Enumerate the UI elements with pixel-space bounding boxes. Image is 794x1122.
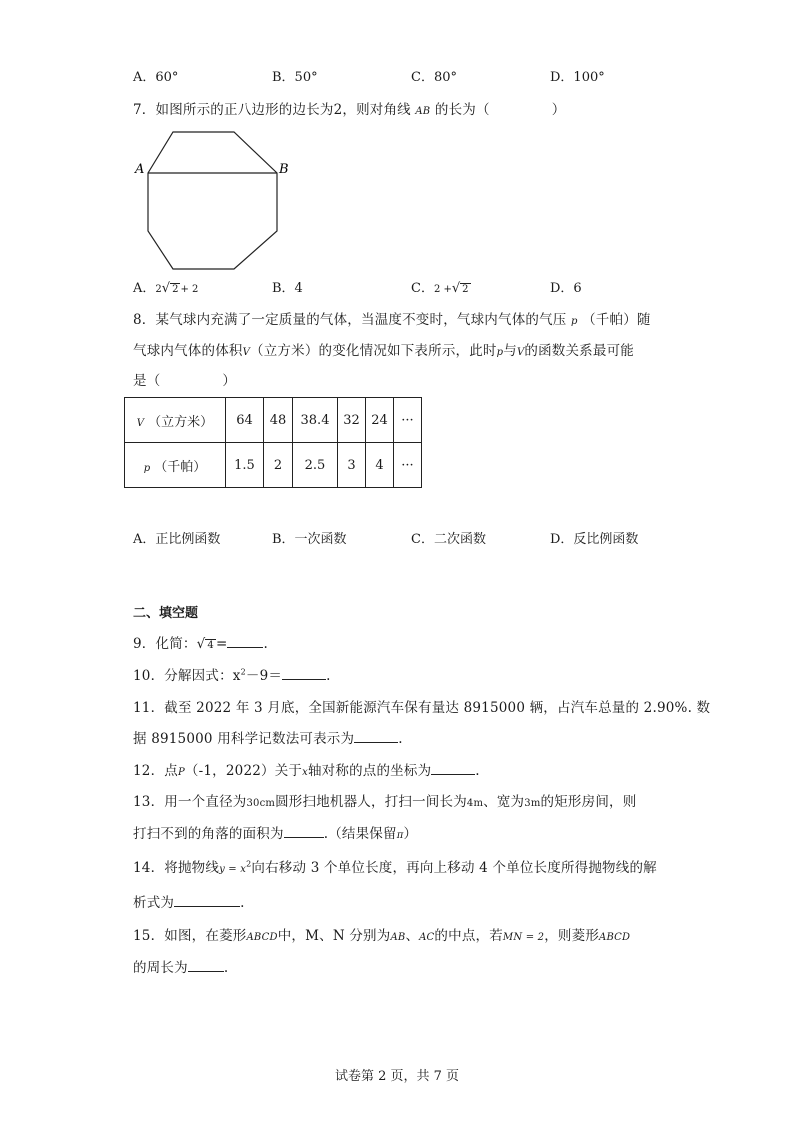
- q13-line-2-b: .（结果保留: [323, 826, 397, 842]
- section-heading: 二、填空题: [133, 606, 199, 621]
- q7-option-c-sqrt: √ 2: [451, 281, 469, 296]
- table-unit-p: （千帕）: [154, 459, 207, 475]
- table-row-p: [125, 443, 422, 488]
- q14-line-2-text: 析式为: [133, 895, 175, 911]
- q14-answer-blank[interactable]: [174, 894, 240, 907]
- table-cell: 2.5: [293, 443, 338, 488]
- octagon-shape: [148, 132, 277, 269]
- q8-option-a: A．正比例函数: [133, 532, 221, 547]
- q14-end: .: [240, 895, 245, 911]
- q12-end: .: [475, 763, 480, 779]
- table-unit-v: （立方米）: [148, 414, 214, 430]
- q8-option-b: B．一次函数: [272, 532, 347, 547]
- q13-pi: π: [396, 830, 404, 841]
- table-cell: 38.4: [293, 398, 338, 443]
- q12-var-x: x: [302, 767, 308, 778]
- q10-post: －9＝: [245, 668, 283, 684]
- q8-var-p-2: p: [496, 347, 504, 358]
- page-footer: 试卷第 2 页，共 7 页: [334, 1069, 460, 1084]
- q12-pre: 12．点: [133, 763, 178, 779]
- q8-line-1-b: （千帕）随: [582, 312, 651, 328]
- q8-data-table: [124, 397, 422, 488]
- q11-line-2: [133, 727, 403, 747]
- table-cell: 4: [366, 443, 394, 488]
- q7-option-c-rad: 2: [462, 284, 469, 295]
- table-cell: 2: [264, 443, 293, 488]
- q15-line-1: [133, 924, 630, 944]
- q12: [133, 759, 480, 779]
- q15-line-1-b: 中，M、N 分别为: [277, 928, 391, 944]
- q12-answer-blank[interactable]: [431, 762, 475, 775]
- q15-sep: 、: [405, 928, 420, 944]
- q15-abcd: ABCD: [246, 932, 278, 943]
- q6-option-a: A．60°: [133, 70, 179, 85]
- q10-end: .: [326, 668, 331, 684]
- q8-option-d: D．反比例函数: [550, 532, 639, 547]
- label-b: B: [279, 162, 289, 177]
- q8-line-3-close: ）: [222, 373, 237, 389]
- q9-pre: 9．化简：: [133, 636, 197, 652]
- q6-option-c: C．80°: [411, 70, 457, 85]
- q14-line-2: [133, 891, 245, 911]
- q13-width: 3m: [524, 798, 541, 809]
- q15-line-1-c: 的中点，若: [434, 928, 503, 944]
- q9-sqrt: √ 4: [196, 636, 214, 652]
- q8-line-2-a: 气球内气体的体积: [133, 343, 243, 359]
- q8-line-3: [133, 369, 236, 389]
- q7-option-c-prefix: C．: [411, 281, 434, 296]
- q8-var-p: p: [571, 316, 578, 327]
- q11-line-1: 11．截至 2022 年 3 月底，全国新能源汽车保有量达 8915000 辆，占汽车总量的 2.90%. 数: [133, 700, 711, 716]
- table-cell: 24: [366, 398, 394, 443]
- q13-answer-blank[interactable]: [284, 825, 324, 838]
- q7-option-a-coef: 2: [155, 284, 162, 295]
- q8-line-3-text: 是（: [133, 373, 161, 389]
- q15-abcd-2: ABCD: [599, 932, 631, 943]
- q15-line-1-d: ，则菱形: [544, 928, 600, 944]
- q8-var-v-2: V: [516, 347, 525, 358]
- table-var-p: p: [143, 462, 151, 474]
- q15-end: .: [223, 960, 229, 976]
- q9-rad: 4: [207, 640, 214, 651]
- q10-sup: 2: [240, 667, 246, 677]
- q8-line-2-b: （立方米）的变化情况如下表所示，此时: [250, 343, 497, 359]
- q7-option-b: B．4: [272, 281, 303, 296]
- q8-line-2: [133, 339, 634, 359]
- label-a: A: [135, 162, 145, 177]
- q6-option-b: B．50°: [272, 70, 318, 85]
- q15-line-1-a: 15．如图，在菱形: [133, 928, 247, 944]
- q13-line-2: [133, 822, 417, 842]
- table-cell: 32: [338, 398, 366, 443]
- q13-diameter: 30cm: [246, 798, 276, 809]
- q7-option-a-rad: 2: [172, 284, 179, 295]
- q7-option-c-pre: 2 +: [433, 284, 452, 295]
- q6-option-d: D．100°: [550, 70, 605, 85]
- q14-line-1-b: 向右移动 3 个单位长度，再向上移动 4 个单位长度所得抛物线的解: [251, 860, 657, 876]
- table-cell: 48: [264, 398, 293, 443]
- q13-line-2-a: 打扫不到的角落的面积为: [133, 826, 284, 842]
- q7-var-ab: AB: [415, 106, 431, 117]
- q11-end: .: [398, 731, 403, 747]
- q12-mid: （-1，2022）关于: [184, 763, 303, 779]
- q7-stem: [133, 98, 565, 118]
- q9: [133, 632, 268, 652]
- table-cell: ···: [394, 398, 422, 443]
- table-cell: ···: [394, 443, 422, 488]
- table-header-p: [125, 443, 226, 488]
- q8-line-1-a: 8．某气球内充满了一定质量的气体，当温度不变时，气球内气体的气压: [133, 312, 567, 328]
- q13-line-1-b: 圆形扫地机器人，打扫一间长为: [275, 794, 467, 810]
- q9-end: .: [263, 636, 268, 652]
- q10-pre: 10．分解因式：x: [133, 668, 241, 684]
- q8-line-1: [133, 308, 651, 328]
- q14-expr: y = x: [219, 864, 247, 875]
- q8-line-2-d: 的函数关系最可能: [524, 343, 634, 359]
- q15-answer-blank[interactable]: [188, 959, 224, 972]
- q13-line-1: [133, 790, 636, 810]
- q11-line-2-text: 据 8915000 用科学记数法可表示为: [133, 731, 355, 747]
- q8-option-c: C．二次函数: [411, 532, 486, 547]
- q14-line-1-a: 14．将抛物线: [133, 860, 220, 876]
- q11-answer-blank[interactable]: [354, 730, 398, 743]
- q8-var-v: V: [242, 347, 251, 358]
- q7-option-d: D．6: [550, 281, 582, 296]
- q13-line-2-c: ）: [403, 826, 418, 842]
- q7-option-c: [411, 277, 471, 296]
- q8-line-2-c: 与: [503, 343, 517, 359]
- table-cell: 1.5: [226, 443, 264, 488]
- q13-length: 4m: [466, 798, 484, 809]
- q7-option-a: [133, 277, 198, 296]
- table-row-v: [125, 398, 422, 443]
- q15-mn: MN = 2: [502, 932, 545, 943]
- table-cell: 3: [338, 443, 366, 488]
- q12-var-p: P: [177, 767, 185, 778]
- q7-option-a-sqrt: √ 2: [161, 281, 179, 296]
- q15-ac: AC: [419, 932, 435, 943]
- q7-stem-text: 7．如图所示的正八边形的边长为2，则对角线: [133, 102, 411, 118]
- q15-line-2-text: 的周长为: [133, 960, 188, 976]
- q9-answer-blank[interactable]: [227, 635, 263, 648]
- q9-equals: =: [215, 636, 228, 652]
- table-header-v: [125, 398, 226, 443]
- q7-option-a-prefix: A．: [133, 281, 156, 296]
- q12-post: 轴对称的点的坐标为: [307, 763, 432, 779]
- q7-stem-tail: 的长为（: [434, 102, 490, 118]
- q13-line-1-c: 、宽为: [483, 794, 525, 810]
- q13-line-1-d: 的矩形房间，则: [540, 794, 637, 810]
- octagon-figure: [130, 125, 300, 270]
- q15-ab: AB: [390, 932, 406, 943]
- q10: [133, 664, 331, 684]
- q13-line-1-a: 13．用一个直径为: [133, 794, 247, 810]
- table-cell: 64: [226, 398, 264, 443]
- q7-option-a-post: + 2: [180, 284, 199, 295]
- q14-line-1: [133, 856, 657, 876]
- q7-close-paren: ）: [551, 102, 566, 118]
- q14-sup: 2: [246, 859, 252, 869]
- q10-answer-blank[interactable]: [282, 667, 326, 680]
- table-var-v: V: [136, 417, 145, 429]
- q15-line-2: [133, 956, 228, 976]
